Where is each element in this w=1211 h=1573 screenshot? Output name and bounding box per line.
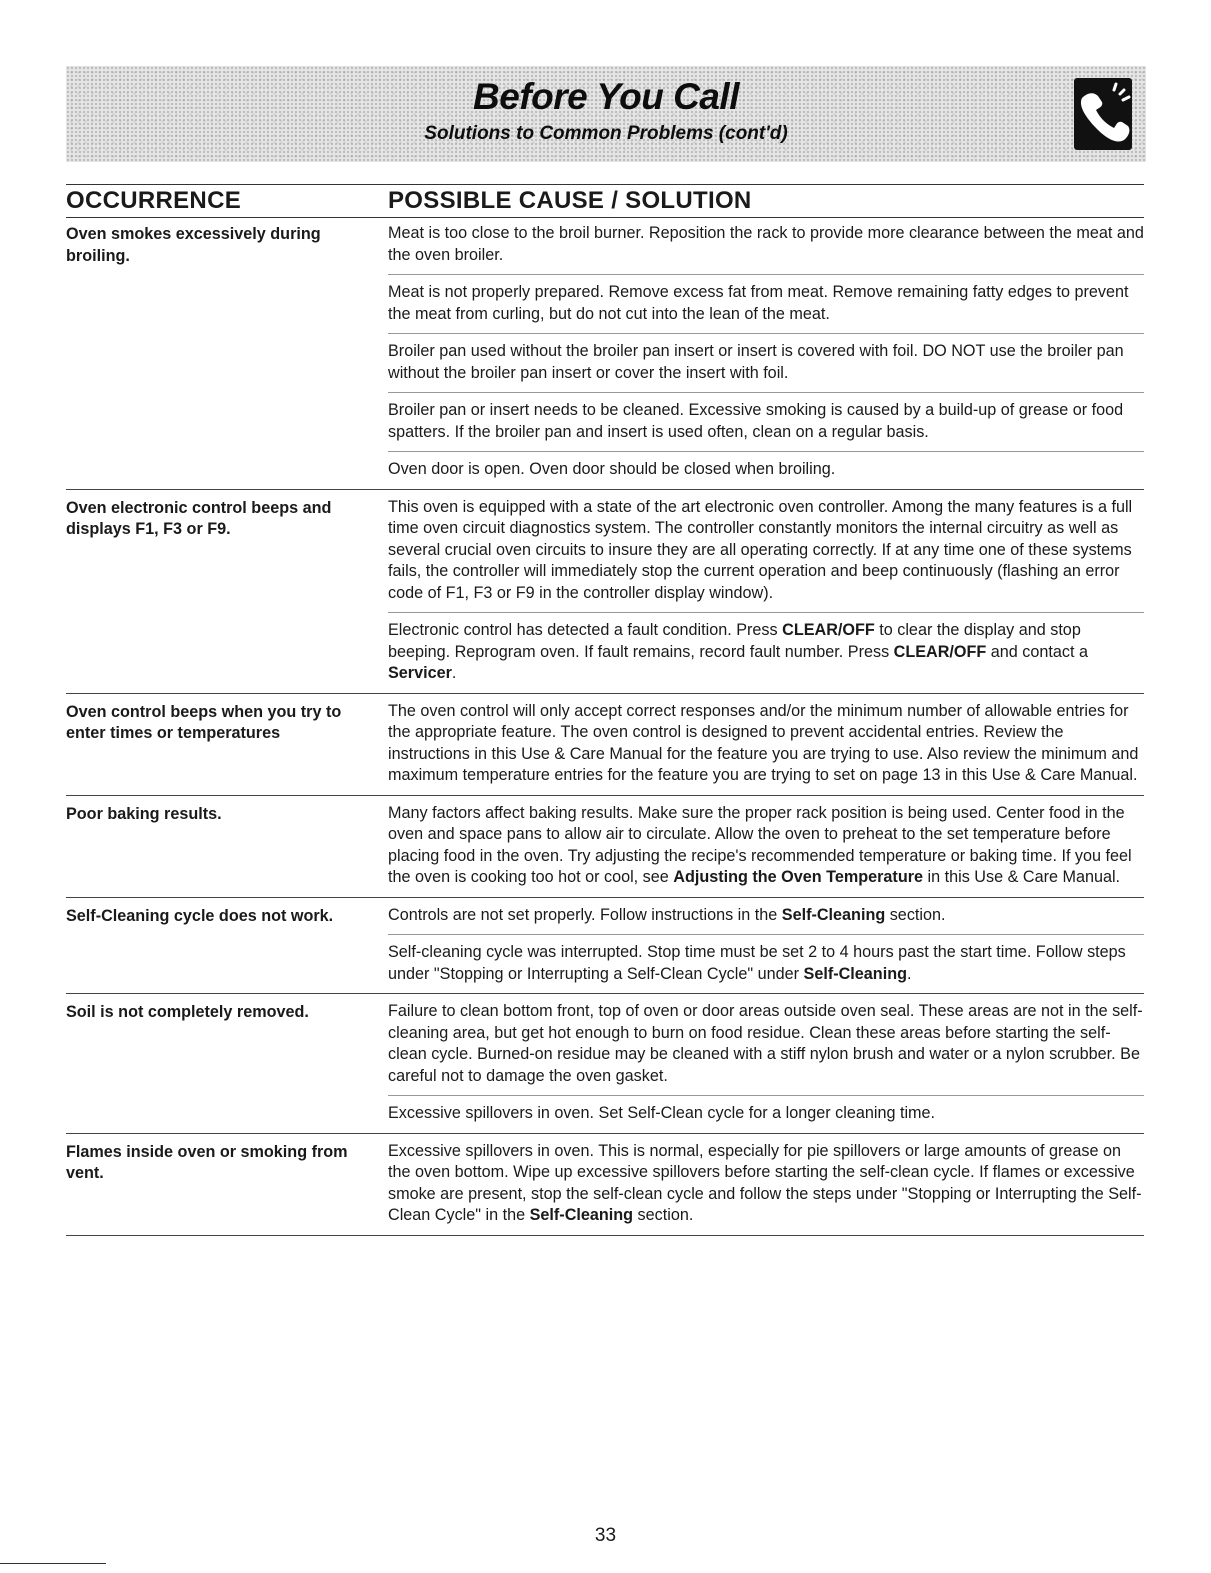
footer-rule [0, 1563, 106, 1564]
page-number: 33 [594, 1525, 617, 1546]
solution-segment: Meat is too close to the broil burner. Reposition the rack to provide more clearance between the meat and the oven broiler. [388, 224, 1144, 264]
table-row [66, 994, 1144, 1134]
table-row [66, 898, 1144, 995]
bold-term: Servicer [388, 664, 452, 682]
occurrence-text: Oven smokes excessively during broiling. [66, 225, 321, 265]
header-banner [66, 66, 1146, 162]
solution-list [388, 694, 1144, 795]
table-row [66, 1134, 1144, 1236]
occurrence-text: Poor baking results. [66, 804, 222, 823]
solution-segment: Electronic control has detected a fault condition. Press [388, 621, 783, 639]
occurrence-text: Flames inside oven or smoking from vent. [66, 1142, 348, 1182]
solution-segment: Meat is not properly prepared. Remove excess fat from meat. Remove remaining fatty edges to prevent the meat from curling, but do not cut into the lean of the meat. [388, 283, 1129, 323]
solution-segment: Self-cleaning cycle was interrupted. Stop time must be set 2 to 4 hours past the start time. Follow steps under "Stopping or Interrupting a Self-Clean Cycle" under [388, 943, 1126, 983]
solution-list [388, 216, 1144, 489]
solution-segment: Excessive spillovers in oven. This is normal, especially for pie spillovers or large amounts of grease on the oven bottom. Wipe up excessive spillovers before starting the self-clean cycle. If flames or excessive smoke are present, stop the self-clean cycle and follow the steps under "Stopping or Interrupting the Self-Clean Cycle" in the [388, 1141, 1142, 1224]
occurrence-text: Soil is not completely removed. [66, 1003, 309, 1021]
occurrence-header: OCCURRENCE [66, 187, 242, 214]
solution-segment: to clear the display and stop beeping. Reprogram oven. If fault remains, record fault number. Press [388, 621, 1081, 661]
table-row [66, 796, 1144, 898]
solution-list [388, 898, 1144, 994]
solution-segment: . [451, 664, 457, 682]
solution-text [388, 1096, 1144, 1133]
solution-text [388, 452, 1144, 489]
occurrence-text: Self-Cleaning cycle does not work. [66, 906, 334, 925]
column-headers [66, 184, 1144, 218]
solution-segment: Broiler pan or insert needs to be cleaned. Excessive smoking is caused by a build-up of grease or food spatters. If the broiler pan and insert is used often, clean on a regular basis. [388, 401, 1124, 441]
solution-segment: . [906, 964, 912, 983]
solution-text [388, 334, 1144, 393]
solution-text [388, 490, 1144, 614]
solution-segment: Oven door is open. Oven door should be closed when broiling. [388, 460, 836, 478]
solution-segment: Failure to clean bottom front, top of oven or door areas outside oven seal. These areas are not in the self-cleaning area, but get hot enough to burn on food residue. Clean these areas before starting the self-clean cycle. Burned-on residue may be cleaned with a stiff nylon brush and water or a nylon scrubber. Be careful not to damage the oven gasket. [388, 1002, 1143, 1085]
solution-list [388, 490, 1144, 693]
occurrence-text: Oven electronic control beeps and displays F1, F3 or F9. [66, 498, 332, 538]
solution-segment: Controls are not set properly. Follow instructions in the [388, 905, 782, 924]
table-row [66, 694, 1144, 796]
bold-term: CLEAR/OFF [782, 621, 875, 639]
solution-segment: This oven is equipped with a state of the art electronic oven controller. Among the many features is a full time oven circuit diagnostics system. The controller constantly monitors the internal circuitry as well as several crucial oven circuits to insure they are all operating correctly. If at any time one of these systems fails, the controller will immediately stop the current operation and beep continuously (flashing an error code of F1, F3 or F9 in the controller display window). [388, 497, 1133, 602]
solution-segment: in this Use & Care Manual. [923, 868, 1121, 886]
bold-term: Self-Cleaning [529, 1206, 634, 1224]
bold-term: Adjusting the Oven Temperature [673, 868, 924, 886]
table-row [66, 216, 1144, 490]
solution-list [388, 796, 1144, 897]
phone-handset-icon [1074, 78, 1132, 150]
solution-segment: Many factors affect baking results. Make sure the proper rack position is being used. Center food in the oven and space pans to allow air to circulate. Allow the oven to preheat to the set temperature before placing food in the oven. Try adjusting the recipe's recommended temperature or baking time. If you feel the oven is cooking too hot or cool, see [388, 803, 1132, 886]
solution-segment: and contact a [986, 642, 1088, 661]
bold-term: CLEAR/OFF [893, 642, 987, 661]
occurrence-text: Oven control beeps when you try to enter times or temperatures [66, 702, 342, 742]
solution-segment: Broiler pan used without the broiler pan insert or insert is covered with foil. DO NOT use the broiler pan without the broiler pan insert or cover the insert with foil. [388, 342, 1124, 382]
solution-list [388, 1134, 1144, 1235]
solution-text [388, 275, 1144, 334]
solution-segment: section. [885, 905, 946, 924]
solution-text [388, 613, 1144, 693]
solution-text [388, 994, 1144, 1096]
solution-segment: The oven control will only accept correct responses and/or the minimum number of allowable entries for the appropriate feature. The oven control is designed to prevent accidental entries. Review the instructions in this Use & Care Manual for the feature you are trying to use. Also review the minimum and maximum temperature entries for the feature you are trying to set on page 13 in this Use & Care Manual. [388, 701, 1139, 784]
solution-list [388, 994, 1144, 1133]
solution-text [388, 898, 1144, 936]
solution-segment: section. [633, 1206, 694, 1224]
solution-text [388, 796, 1144, 897]
solution-text [388, 694, 1144, 795]
table-row [66, 490, 1144, 694]
page-subtitle: Solutions to Common Problems (cont'd) [424, 123, 788, 144]
solution-segment: Excessive spillovers in oven. Set Self-Clean cycle for a longer cleaning time. [388, 1104, 936, 1122]
solution-header: POSSIBLE CAUSE / SOLUTION [388, 187, 752, 214]
troubleshooting-table [66, 216, 1144, 1236]
solution-text [388, 393, 1144, 452]
bold-term: Self-Cleaning [781, 905, 886, 924]
bold-term: Self-Cleaning [803, 964, 907, 983]
solution-text [388, 1134, 1144, 1235]
solution-text [388, 216, 1144, 275]
solution-text [388, 935, 1144, 993]
page-title: Before You Call [473, 76, 739, 117]
